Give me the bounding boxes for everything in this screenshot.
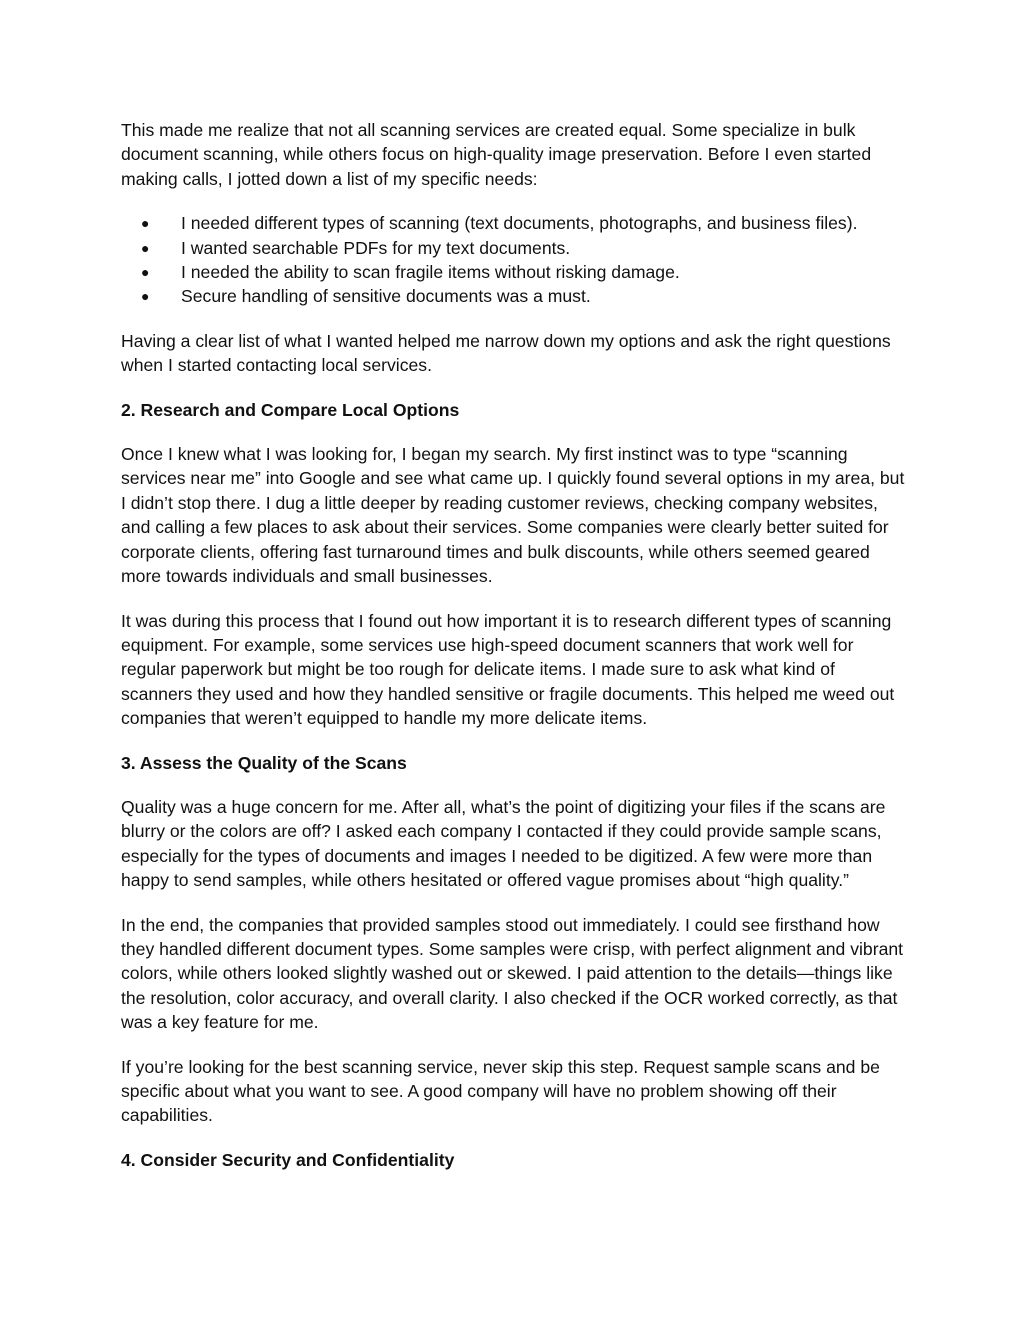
list-item-text: I wanted searchable PDFs for my text documents. [181,237,571,258]
bullet-icon: ● [141,215,150,232]
section-heading-security: 4. Consider Security and Confidentiality [121,1149,455,1170]
bullet-icon: ● [141,239,150,256]
list-item [121,236,911,260]
research-paragraph-1: Once I knew what I was looking for, I began my search. My first instinct was to type “scanning services near me” into Google and see what came up. I quickly found several options in my area, but I didn’t stop there. I dug a little deeper by reading customer reviews, checking company websites, and calling a few places to ask about their services. Some companies were clearly better suited for corporate clients, offering fast turnaround times and bulk discounts, while others seemed geared more towards individuals and small businesses. [121,444,905,587]
list-item-text: I needed different types of scanning (text documents, photographs, and business files). [181,213,858,234]
bullet-icon: ● [141,264,150,281]
document-page [121,118,911,1192]
list-item [121,284,911,308]
needs-list [121,211,911,309]
research-paragraph-2: It was during this process that I found out how important it is to research different types of scanning equipment. For example, some services use high-speed document scanners that work well for regular paperwork but might be too rough for delicate items. I made sure to ask what kind of scanners they used and how they handled sensitive or fragile documents. This helped me weed out companies that weren’t equipped to handle my more delicate items. [121,610,895,729]
list-item-text: Secure handling of sensitive documents was a must. [181,286,591,307]
intro-paragraph: This made me realize that not all scanning services are created equal. Some specialize in bulk document scanning, while others focus on high-quality image preservation. Before I even started making calls, I jotted down a list of my specific needs: [121,120,872,189]
after-list-paragraph: Having a clear list of what I wanted helped me narrow down my options and ask the right questions when I started contacting local services. [121,330,891,376]
section-heading-research: 2. Research and Compare Local Options [121,399,460,420]
list-item [121,260,911,284]
quality-paragraph-2: In the end, the companies that provided samples stood out immediately. I could see firsthand how they handled different document types. Some samples were crisp, with perfect alignment and vibrant colors, while others looked slightly washed out or skewed. I paid attention to the details—things like the resolution, color accuracy, and overall clarity. I also checked if the OCR worked correctly, as that was a key feature for me. [121,914,904,1033]
quality-paragraph-1: Quality was a huge concern for me. After all, what’s the point of digitizing your files if the scans are blurry or the colors are off? I asked each company I contacted if they could provide sample scans, especially for the types of documents and images I needed to be digitized. A few were more than happy to send samples, while others hesitated or offered vague promises about “high quality.” [121,796,886,891]
section-heading-quality: 3. Assess the Quality of the Scans [121,752,407,773]
quality-paragraph-3: If you’re looking for the best scanning service, never skip this step. Request sample scans and be specific about what you want to see. A good company will have no problem showing off their capabilities. [121,1056,880,1126]
list-item [121,211,911,235]
list-item-text: I needed the ability to scan fragile items without risking damage. [181,262,680,283]
bullet-icon: ● [141,288,150,305]
